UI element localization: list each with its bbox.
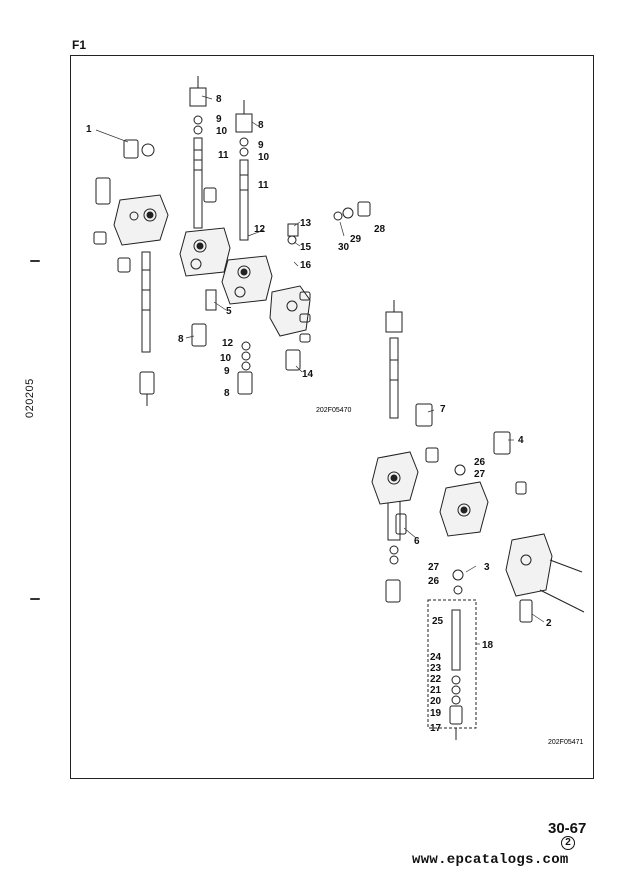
callout-9b: 9 <box>258 140 264 151</box>
lower-end-body <box>506 534 584 612</box>
callout-10a: 10 <box>216 126 228 137</box>
callout-12a: 12 <box>254 224 266 235</box>
page-number: 30-67 <box>548 820 587 837</box>
callout-11a: 11 <box>218 150 229 161</box>
fitting-28-30 <box>334 202 370 220</box>
figure-code-upper: 202F05470 <box>316 407 352 414</box>
lower-valve-body-2 <box>440 482 488 536</box>
callout-20: 20 <box>430 696 442 707</box>
spool-lower-stack <box>140 252 154 406</box>
callout-11b: 11 <box>258 180 269 191</box>
callout-21: 21 <box>430 685 442 696</box>
callout-26b: 26 <box>428 576 440 587</box>
callout-7: 7 <box>440 404 446 415</box>
callout-8a: 8 <box>216 94 222 105</box>
callout-9a: 9 <box>216 114 222 125</box>
callout-27b: 27 <box>428 562 440 573</box>
valve-body-section-2 <box>180 228 230 276</box>
spool-stack-1 <box>190 76 206 228</box>
valve-end-cover <box>270 286 310 336</box>
callout-9c: 9 <box>224 366 230 377</box>
callout-10c: 10 <box>220 353 232 364</box>
callout-25: 25 <box>432 616 444 627</box>
lower-spool-stack <box>386 300 402 602</box>
callout-10b: 10 <box>258 152 270 163</box>
website-link[interactable]: www.epcatalogs.com <box>412 852 569 868</box>
callout-2: 2 <box>546 618 552 629</box>
callout-3: 3 <box>484 562 490 573</box>
callout-4: 4 <box>518 435 524 446</box>
valve-body-section-3 <box>222 256 272 304</box>
figure-code-lower: 202F05471 <box>548 739 584 746</box>
callout-8c: 8 <box>178 334 184 345</box>
callout-6: 6 <box>414 536 420 547</box>
callout-8d: 8 <box>224 388 230 399</box>
document-number: 020205 <box>24 378 36 418</box>
callout-28: 28 <box>374 224 386 235</box>
callout-1: 1 <box>86 124 92 135</box>
callout-24: 24 <box>430 652 442 663</box>
callout-15: 15 <box>300 242 312 253</box>
callout-29: 29 <box>350 234 362 245</box>
callout-27a: 27 <box>474 469 486 480</box>
callout-13: 13 <box>300 218 312 229</box>
callout-19: 19 <box>430 708 442 719</box>
callout-16: 16 <box>300 260 312 271</box>
section-label: F1 <box>72 38 87 52</box>
callout-26a: 26 <box>474 457 486 468</box>
callout-5: 5 <box>226 306 232 317</box>
callout-23: 23 <box>430 663 442 674</box>
callout-8b: 8 <box>258 120 264 131</box>
lower-valve-body-1 <box>372 452 418 504</box>
callout-17: 17 <box>430 723 442 734</box>
revision-badge: 2 <box>561 836 575 850</box>
callout-12b: 12 <box>222 338 234 349</box>
spool-stack-2 <box>236 100 252 240</box>
callout-30: 30 <box>338 242 350 253</box>
callout-14: 14 <box>302 369 314 380</box>
callout-18: 18 <box>482 640 494 651</box>
callout-22: 22 <box>430 674 442 685</box>
valve-body-section-1 <box>114 195 168 245</box>
